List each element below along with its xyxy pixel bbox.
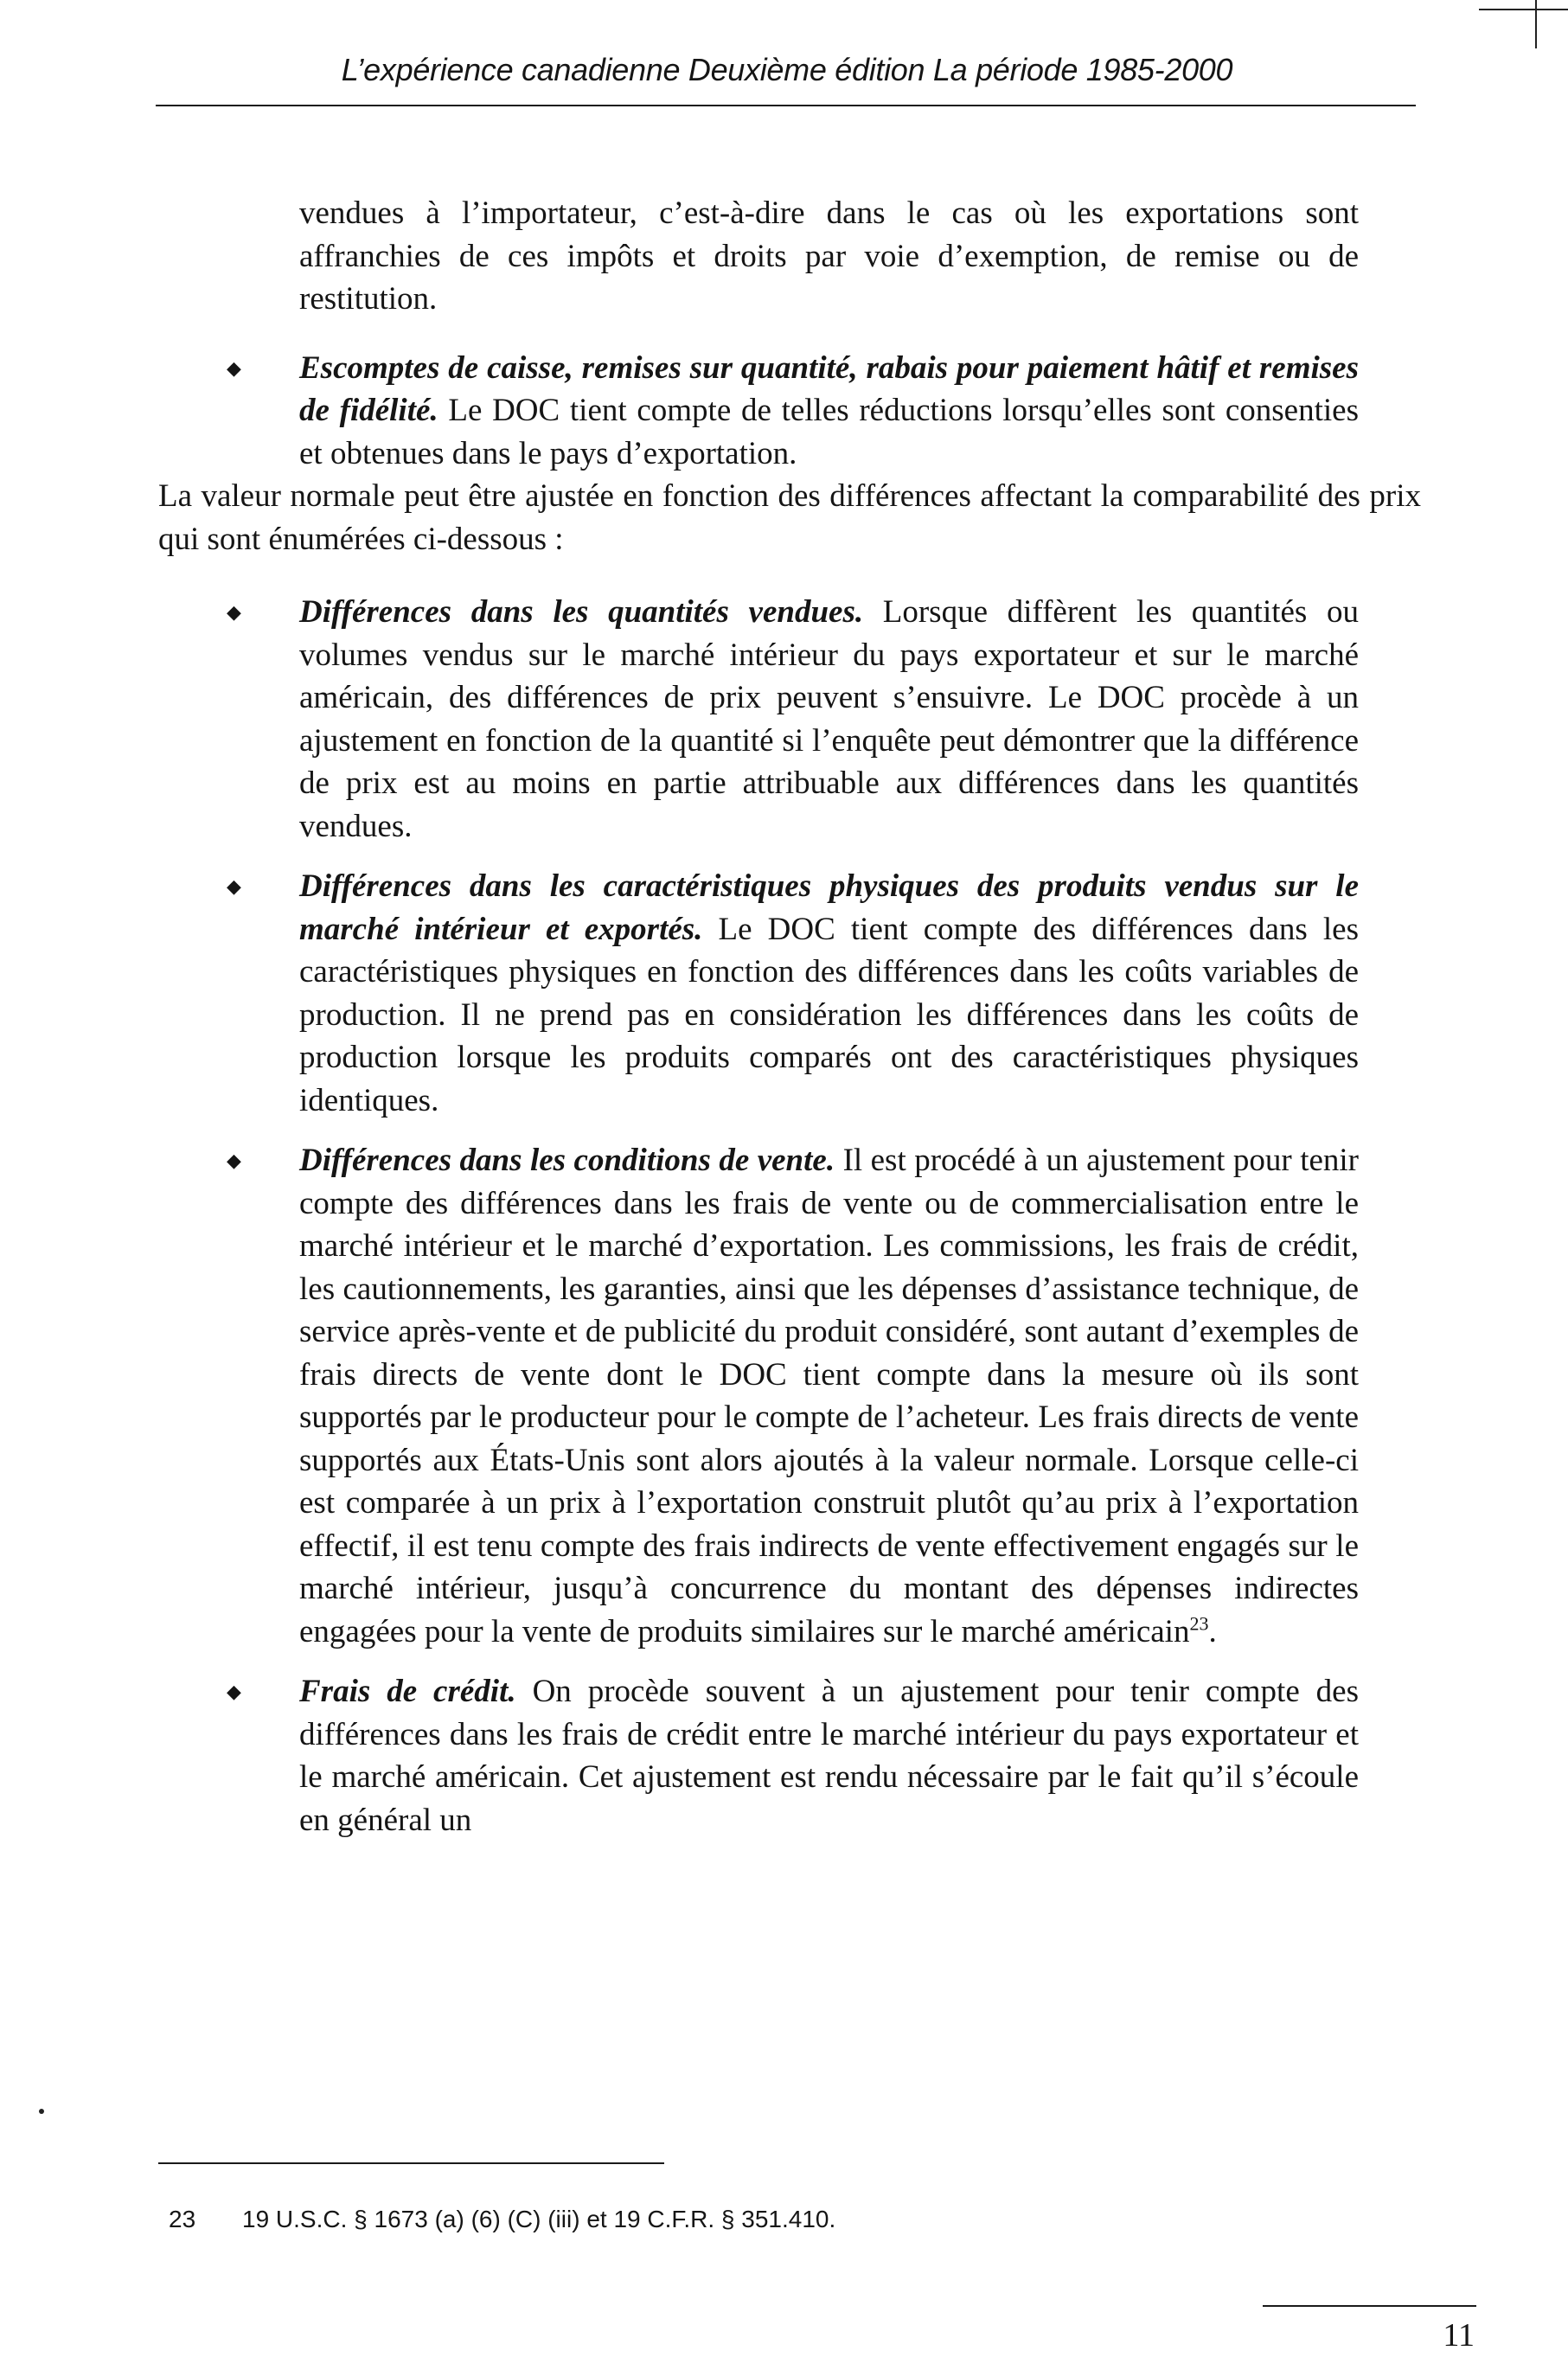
diamond-bullet-icon: ◆ — [227, 1150, 241, 1171]
page-number: 11 — [1443, 2317, 1475, 2354]
corner-rule — [1479, 9, 1568, 10]
list-item-text — [299, 865, 1359, 1122]
list-item-body: Il est procédé à un ajustement pour tenir compte des différences dans les frais de vente ou de commercialisation entre le marché intérieur et le marché d’exportation. Les commissions, les frais de crédit, les cautionnements, les garanties, ainsi que les dépenses d’assistance technique, de service après-vente et de publicité du produit considéré, sont autant d’exemples de frais directs de vente dont le DOC tient compte dans la mesure où ils sont supportés par le producteur pour le compte de l’acheteur. Les frais directs de vente supportés aux États-Unis sont alors ajoutés à la valeur normale. Lorsque celle-ci est comparée à un prix à l’exportation construit plutôt qu’au prix à l’exportation effectif, il est tenu compte des frais indirects de vente effectivement engagés sur le marché intérieur, jusqu’à concurrence du montant des dépenses indirectes engagées pour la vente de produits similaires sur le marché américain — [299, 1143, 1359, 1649]
scan-speck — [39, 2109, 44, 2114]
list-item-lead: Frais de crédit. — [299, 1674, 516, 1709]
list-item-caracteristiques — [158, 865, 1359, 1122]
list-item-conditions — [158, 1139, 1359, 1653]
corner-mark — [1535, 0, 1537, 48]
footnote-reference[interactable]: 23 — [1189, 1612, 1209, 1635]
list-item-credit — [158, 1670, 1359, 1841]
list-item-lead: Escomptes de caisse, remises sur quantité, rabais pour paiement hâtif et remises de fidélité. — [299, 349, 1359, 428]
list-item-body: Le DOC tient compte de telles réductions lorsqu’elles sont consenties et obtenues dans le pays d’exportation. — [299, 393, 1359, 471]
diamond-bullet-icon: ◆ — [227, 601, 241, 623]
list-item-quantites — [158, 591, 1359, 848]
footnote-text: 19 U.S.C. § 1673 (a) (6) (C) (iii) et 19 C.F.R. § 351.410. — [242, 2206, 836, 2232]
sentence-end: . — [1208, 1613, 1217, 1649]
footnote-rule — [158, 2162, 664, 2164]
list-item-text — [299, 591, 1359, 848]
footnote — [169, 2206, 835, 2233]
list-item-text — [299, 1139, 1359, 1653]
running-header: L’expérience canadienne Deuxième édition La période 1985-2000 — [341, 52, 1233, 87]
list-item-lead: Différences dans les quantités vendues. — [299, 594, 864, 630]
diamond-bullet-icon: ◆ — [227, 1681, 241, 1702]
list-item-lead: Différences dans les caractéristiques physiques des produits vendus sur le marché intérieur et exportés. — [299, 868, 1359, 947]
paragraph-intro: La valeur normale peut être ajustée en fonction des différences affectant la comparabilité des prix qui sont énumérées ci-dessous : — [158, 478, 1421, 557]
paragraph-continued: vendues à l’importateur, c’est-à-dire dans le cas où les exportations sont affranchies de ces impôts et droits par voie d’exemption, de remise ou de restitution. — [299, 195, 1359, 317]
footnote-number: 23 — [169, 2206, 196, 2232]
page-number-rule — [1263, 2305, 1476, 2307]
header-rule — [156, 105, 1416, 106]
page-body — [158, 192, 1421, 1841]
list-item-body: On procède souvent à un ajustement pour tenir compte des différences dans les frais de crédit entre le marché intérieur du pays exportateur et le marché américain. Cet ajustement est rendu nécessaire par le fait qu’il s’écoule en général un — [299, 1674, 1360, 1838]
list-item-text — [299, 1670, 1359, 1841]
list-item-text — [299, 347, 1359, 476]
list-item-lead: Différences dans les conditions de vente. — [299, 1143, 835, 1178]
list-item-body: Lorsque diffèrent les quantités ou volumes vendus sur le marché intérieur du pays exportateur et sur le marché américain, des différences de prix peuvent s’ensuivre. Le DOC procède à un ajustement en fonction de la quantité si l’enquête peut démontrer que la différence de prix est au moins en partie attribuable aux différences dans les quantités vendues. — [299, 594, 1359, 844]
list-item-escomptes — [158, 347, 1359, 476]
diamond-bullet-icon: ◆ — [227, 356, 241, 379]
list-item-body: Le DOC tient compte des différences dans les caractéristiques physiques en fonction des différences dans les coûts variables de production. Il ne prend pas en considération les différences dans les coûts de production lorsque les produits comparés ont des caractéristiques physiques identiques. — [299, 911, 1359, 1118]
diamond-bullet-icon: ◆ — [227, 875, 241, 897]
